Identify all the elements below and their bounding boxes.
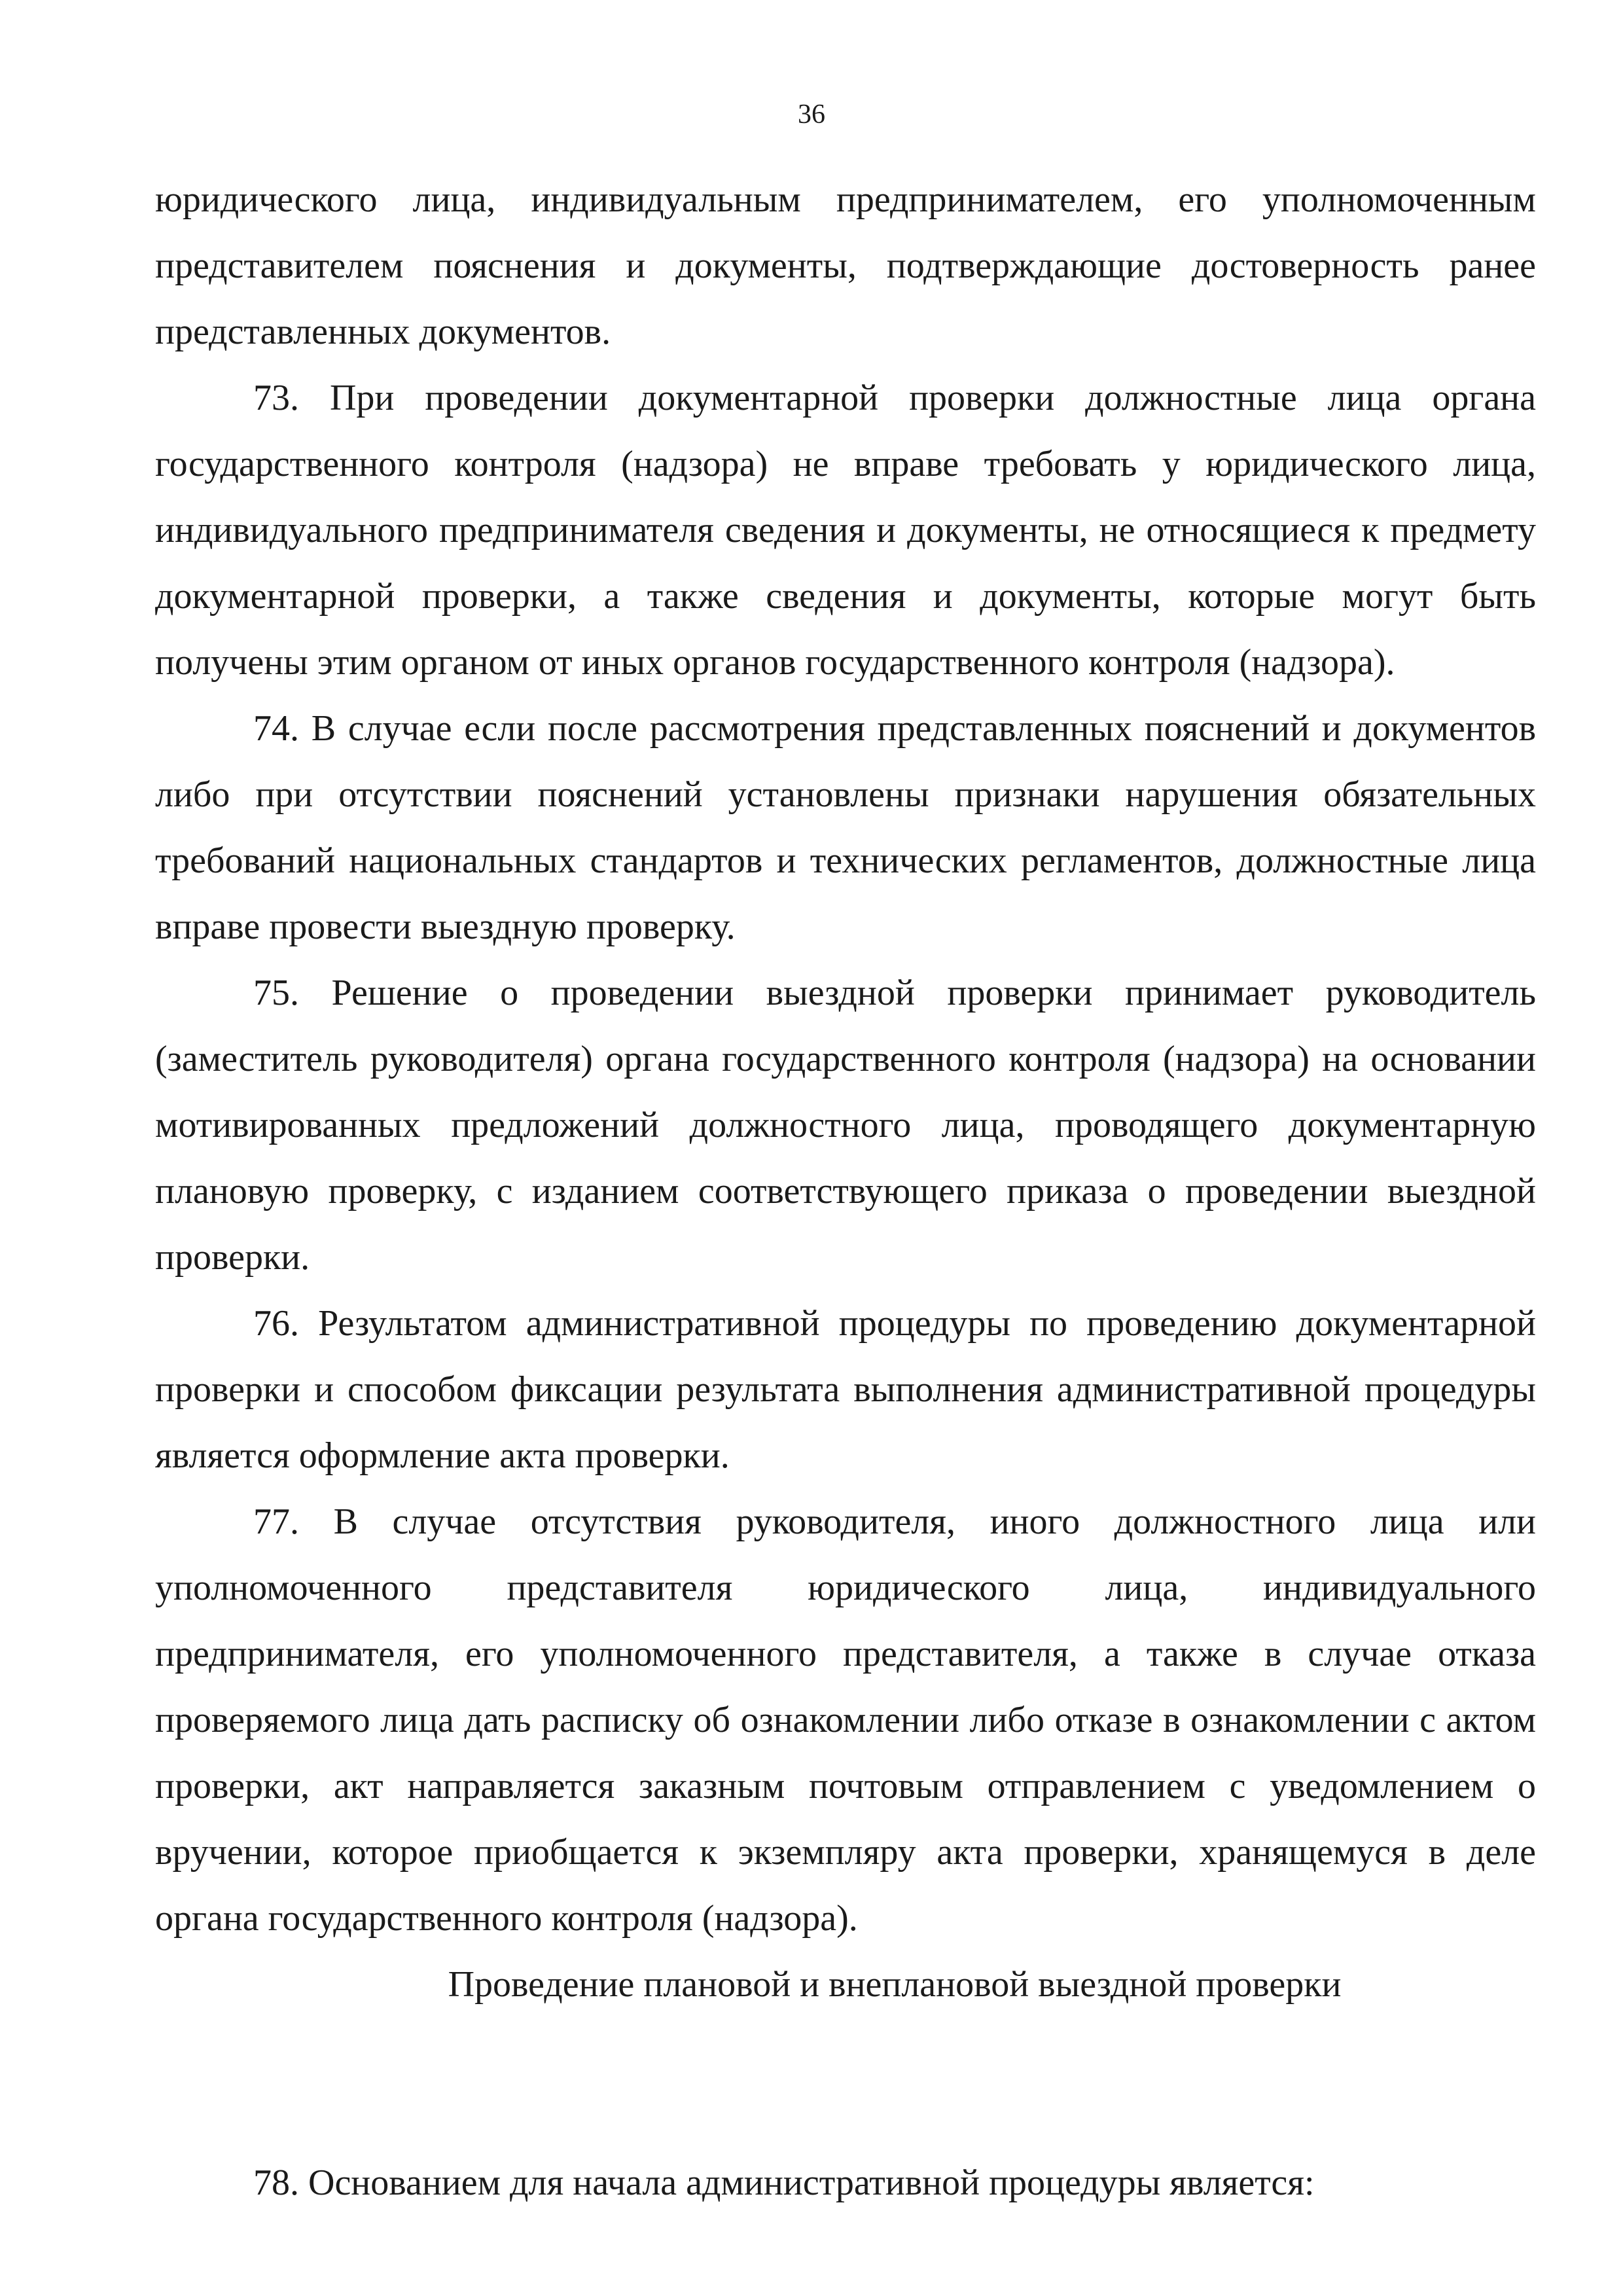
page-number: 36 (798, 99, 825, 130)
paragraph-number: 75. (253, 973, 299, 1013)
paragraph-continuation (155, 167, 1536, 365)
paragraph-number: 73. (253, 378, 299, 418)
paragraph-text: Результатом административной процедуры по проведению документарной проверки и способом фиксации результата выполнения административной процедуры является оформление акта проверки. (155, 1303, 1537, 1476)
paragraph-text: Решение о проведении выездной проверки принимает руководитель (заместитель руководителя) органа государственного контроля (надзора) на основании мотивированных предложений должностного лица, проводящего документарную плановую проверку, с изданием соответствующего приказа о проведении выездной проверки. (155, 973, 1537, 1278)
paragraph-74 (155, 696, 1536, 960)
paragraph-text: При проведении документарной проверки должностные лица органа государственного контроля (надзора) не вправе требовать у юридического лица, индивидуального предпринимателя сведения и документы, не относящиеся к предмету документарной проверки, а также сведения и документы, которые могут быть получены этим органом от иных органов государственного контроля (надзора). (155, 378, 1537, 683)
paragraph-76 (155, 1291, 1536, 1489)
document-body (155, 167, 1536, 2216)
paragraph-text: В случае если после рассмотрения представленных пояснений и документов либо при отсутствии пояснений установлены признаки нарушения обязательных требований национальных стандартов и технических регламентов, должностные лица вправе провести выездную проверку. (155, 708, 1537, 947)
paragraph-73 (155, 365, 1536, 696)
paragraph-number: 78. (253, 2162, 299, 2203)
paragraph-77 (155, 1489, 1536, 1952)
paragraph-number: 77. (253, 1501, 299, 1542)
paragraph-number: 74. (253, 708, 299, 749)
paragraph-number: 76. (253, 1303, 299, 1344)
paragraph-78 (155, 2150, 1536, 2216)
paragraph-text: Основанием для начала административной процедуры является: (308, 2162, 1315, 2203)
paragraph-75 (155, 960, 1536, 1291)
section-heading: Проведение плановой и внеплановой выездной проверки (448, 1964, 1342, 2005)
paragraph-text: В случае отсутствия руководителя, иного должностного лица или уполномоченного представителя юридического лица, индивидуального предпринимателя, его уполномоченного представителя, а также в случае отказа проверяемого лица дать расписку об ознакомлении либо отказе в ознакомлении с актом проверки, акт направляется заказным почтовым отправлением с уведомлением о вручении, которое приобщается к экземпляру акта проверки, хранящемуся в деле органа государственного контроля (надзора). (155, 1501, 1536, 1939)
paragraph-text: юридического лица, индивидуальным предпринимателем, его уполномоченным представителем пояснения и документы, подтверждающие достоверность ранее представленных документов. (155, 179, 1536, 352)
